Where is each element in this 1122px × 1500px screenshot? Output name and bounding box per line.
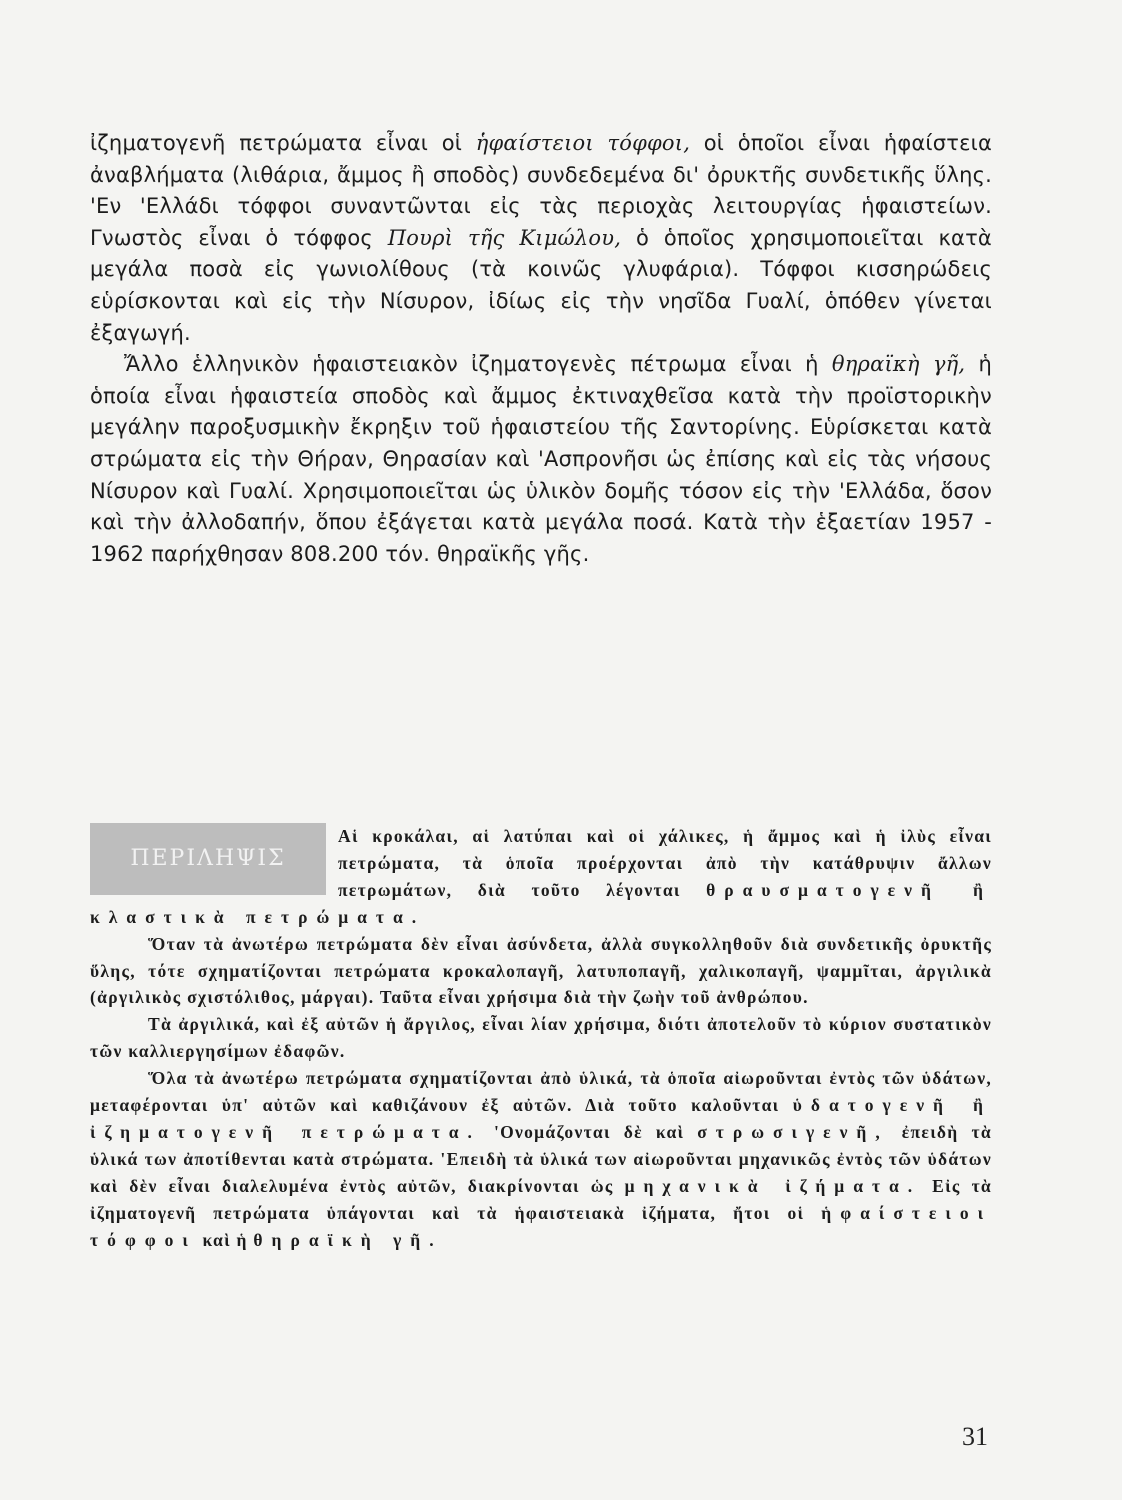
summary-section [90, 823, 992, 1254]
summary-paragraph: Τὰ ἀργιλικά, καὶ ἐξ αὐτῶν ἡ ἄργιλος, εἶναι λίαν χρήσιμα, διότι ἀποτελοῦν τὸ κύριον συστατικὸν τῶν καλλιεργησίμων ἐδαφῶν. [90, 1014, 992, 1062]
italic-term: θηραϊκὴ γῆ, [831, 352, 966, 377]
spaced-term: ἡφαίστειοι τόφφοι [90, 1202, 992, 1250]
summary-label: ΠΕΡΙΛΗΨΙΣ [90, 823, 326, 895]
italic-term: ἡφαίστειοι τόφφοι, [475, 131, 691, 155]
summary-paragraph: Ὅλα τὰ ἀνωτέρω πετρώματα σχηματίζονται ἀπὸ ὑλικά, τὰ ὁποῖα αἰωροῦνται ἐντὸς τῶν ὑδάτων, μεταφέρονται ὑπ' αὐτῶν καὶ καθιζάνουν ἐξ αὐτῶν. Διὰ τοῦτο καλοῦνται ὑδατογενῆ ἢ ἰζηματογενῆ πετρώματα. 'Ονομάζονται δὲ καὶ στρωσιγενῆ, ἐπειδὴ τὰ ὑλικά των ἀποτίθενται κατὰ στρώματα. 'Επειδὴ τὰ ὑλικά των αἰωροῦνται μηχανικῶς ἐντὸς τῶν ὑδάτων καὶ δὲν εἶναι διαλελυμένα ἐντὸς αὐτῶν, διακρίνονται ὡς μηχανικὰ ἰζήματα. Εἰς τὰ ἰζηματογενῆ πετρώματα ὑπάγονται καὶ τὰ ἡφαιστειακὰ ἰζήματα, ἤτοι οἱ ἡφαίστειοι τόφφοι καὶ ἡ θηραϊκὴ γῆ. [90, 1068, 992, 1250]
spaced-term: θηραϊκὴ γῆ. [253, 1229, 443, 1250]
summary-paragraph: Ὅταν τὰ ἀνωτέρω πετρώματα δὲν εἶναι ἀσύνδετα, ἀλλὰ συγκολληθοῦν διὰ συνδετικῆς ὀρυκτῆς ὕλης, τότε σχηματίζονται πετρώματα κροκαλοπαγῆ, λατυποπαγῆ, χαλικοπαγῆ, ψαμμῖται, ἀργιλικὰ (ἀργιλικὸς σχιστόλιθος, μάργαι). Ταῦτα εἶναι χρήσιμα διὰ τὴν ζωὴν τοῦ ἀνθρώπου. [90, 933, 992, 1008]
spaced-term: μηχανικὰ ἰζήματα. [624, 1175, 922, 1196]
paragraph-thera-earth: Ἄλλο ἑλληνικὸν ἡφαιστειακὸν ἰζηματογενὲς πέτρωμα εἶναι ἡ θηραϊκὴ γῆ, ἡ ὁποία εἶναι ἡφαιστεία σποδὸς καὶ ἄμμος ἐκτιναχθεῖσα κατὰ τὴν προϊστορικὴν μεγάλην παροξυσμικὴν ἔκρηξιν τοῦ ἡφαιστείου τῆς Σαντορίνης. Εὑρίσκεται κατὰ στρώματα εἰς τὴν Θήραν, Θηρασίαν καὶ 'Ασπρονῆσι ὡς ἐπίσης καὶ εἰς τὰς νήσους Νίσυρον καὶ Γυαλί. Χρησιμοποιεῖται ὡς ὑλικὸν δομῆς τόσον εἰς τὴν 'Ελλάδα, ὅσον καὶ τὴν ἀλλοδαπήν, ὅπου ἐξάγεται κατὰ μεγάλα ποσά. Κατὰ τὴν ἑξαετίαν 1957 - 1962 παρήχθησαν 808.200 τόν. θηραϊκῆς γῆς. [90, 352, 992, 566]
spaced-term: στρωσιγενῆ, [697, 1121, 889, 1142]
italic-term: Πουρὶ τῆς Κιμώλου, [387, 225, 622, 250]
summary-paragraph: Αἱ κροκάλαι, αἱ λατύπαι καὶ οἱ χάλικες, ἡ ἄμμος καὶ ἡ ἰλὺς εἶναι πετρώματα, τὰ ὁποῖα προέρχονται ἀπὸ τὴν κατάθρυψιν ἄλλων πετρωμάτων, διὰ τοῦτο λέγονται θραυσματογενῆ ἢ κλαστικὰ πετρώματα. [90, 826, 992, 927]
main-text [90, 128, 992, 570]
spaced-term: θραυσματογενῆ ἢ κλαστικὰ πετρώματα. [90, 879, 992, 927]
paragraph-tuffs: ἰζηματογενῆ πετρώματα εἶναι οἱ ἡφαίστειοι τόφφοι, οἱ ὁποῖοι εἶναι ἡφαίστεια ἀναβλήματα (λιθάρια, ἄμμος ἢ σποδὸς) συνδεδεμένα δι' ὀρυκτῆς συνδετικῆς ὕλης. 'Εν 'Ελλάδι τόφφοι συναντῶνται εἰς τὰς περιοχὰς λειτουργίας ἡφαιστείων. Γνωστὸς εἶναι ὁ τόφφος Πουρὶ τῆς Κιμώλου, ὁ ὁποῖος χρησιμοποιεῖται κατὰ μεγάλα ποσὰ εἰς γωνιολίθους (τὰ κοινῶς γλυφάρια). Τόφφοι κισσηρώδεις εὑρίσκονται καὶ εἰς τὴν Νίσυρον, ἰδίως εἰς τὴν νησῖδα Γυαλί, ὁπόθεν γίνεται ἐξαγωγή. [90, 131, 992, 345]
spaced-term: ὑδατογενῆ ἢ ἰζηματογενῆ πετρώματα. [90, 1095, 992, 1142]
page-number: 31 [962, 1422, 988, 1451]
